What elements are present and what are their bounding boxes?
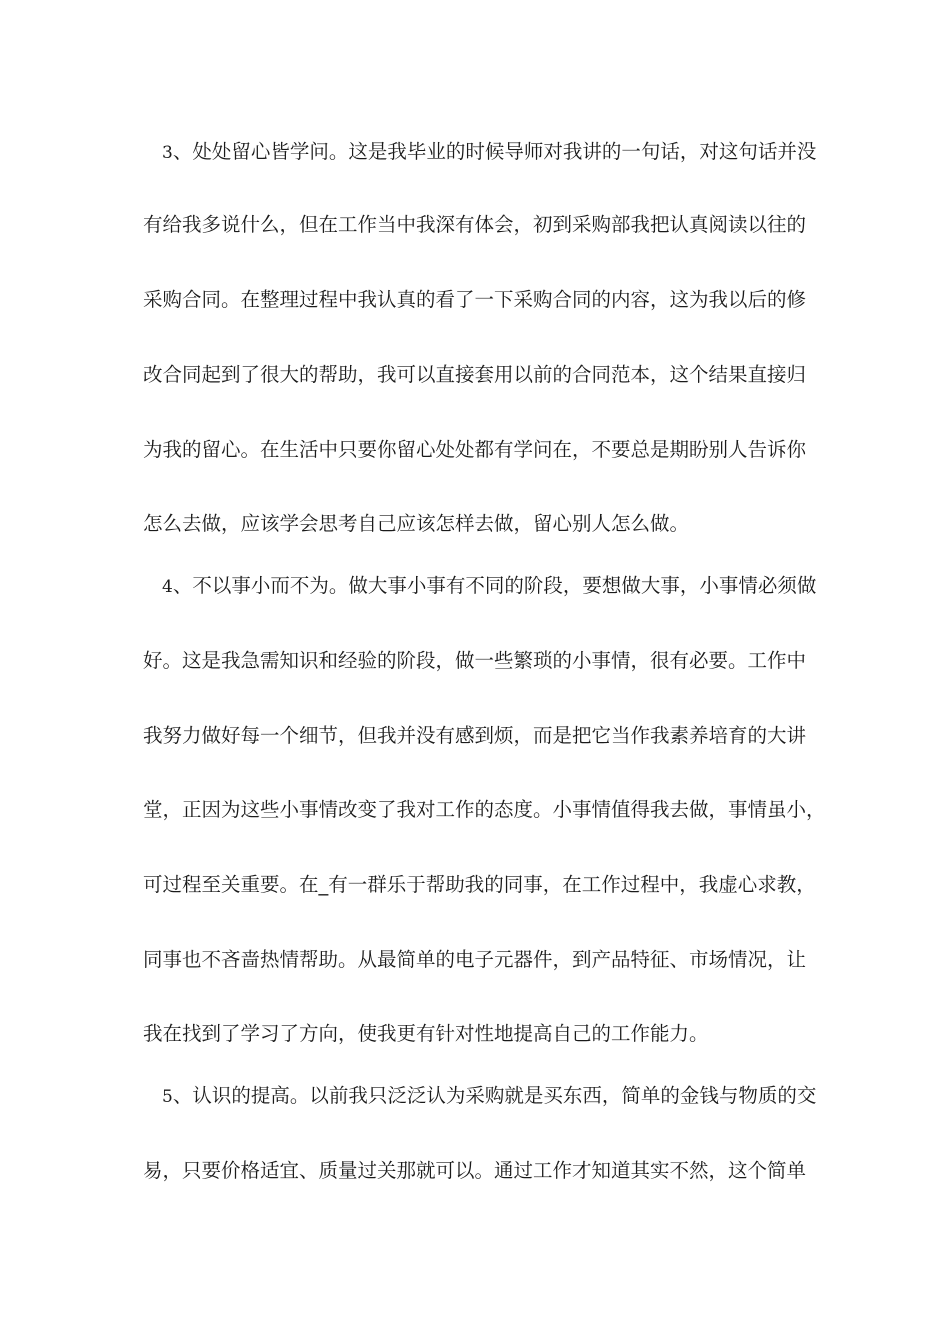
paragraph-5-line-1 xyxy=(162,1081,842,1111)
line-text: 、认识的提高。以前我只泛泛认为采购就是买东西，简单的金钱与物质的交 xyxy=(172,1084,817,1107)
paragraph-3-line-4: 改合同起到了很大的帮助，我可以直接套用以前的合同范本，这个结果直接归 xyxy=(143,363,807,386)
paragraph-3-line-3: 采购合同。在整理过程中我认真的看了一下采购合同的内容，这为我以后的修 xyxy=(143,288,807,311)
paragraph-4-line-4: 堂，正因为这些小事情改变了我对工作的态度。小事情值得我去做，事情虽小， xyxy=(143,798,826,821)
paragraph-4-line-6: 同事也不吝啬热情帮助。从最简单的电子元器件，到产品特征、市场情况，让 xyxy=(143,948,807,971)
paragraph-number: 4 xyxy=(162,577,173,597)
paragraph-3-line-1 xyxy=(162,137,842,167)
paragraph-5-line-2: 易，只要价格适宜、质量过关那就可以。通过工作才知道其实不然，这个简单 xyxy=(143,1159,807,1182)
paragraph-3-line-2: 有给我多说什么，但在工作当中我深有体会，初到采购部我把认真阅读以往的 xyxy=(143,213,807,236)
line-text: 、处处留心皆学问。这是我毕业的时候导师对我讲的一句话，对这句话并没 xyxy=(172,140,817,163)
paragraph-4-line-2: 好。这是我急需知识和经验的阶段，做一些繁琐的小事情，很有必要。工作中 xyxy=(143,649,807,672)
line-text: 、不以事小而不为。做大事小事有不同的阶段，要想做大事，小事情必须做 xyxy=(172,574,817,597)
paragraph-3-line-6: 怎么去做，应该学会思考自己应该怎样去做，留心别人怎么做。 xyxy=(143,512,690,535)
paragraph-4-line-5: 可过程至关重要。在_有一群乐于帮助我的同事，在工作过程中，我虚心求教， xyxy=(143,873,816,896)
paragraph-4-line-7: 我在找到了学习了方向，使我更有针对性地提高自己的工作能力。 xyxy=(143,1022,709,1045)
paragraph-number: 3 xyxy=(162,143,173,163)
paragraph-3-line-5: 为我的留心。在生活中只要你留心处处都有学问在，不要总是期盼别人告诉你 xyxy=(143,438,807,461)
paragraph-4-line-3: 我努力做好每一个细节，但我并没有感到烦，而是把它当作我素养培育的大讲 xyxy=(143,724,807,747)
paragraph-number: 5 xyxy=(162,1087,173,1107)
paragraph-4-line-1 xyxy=(162,571,842,601)
